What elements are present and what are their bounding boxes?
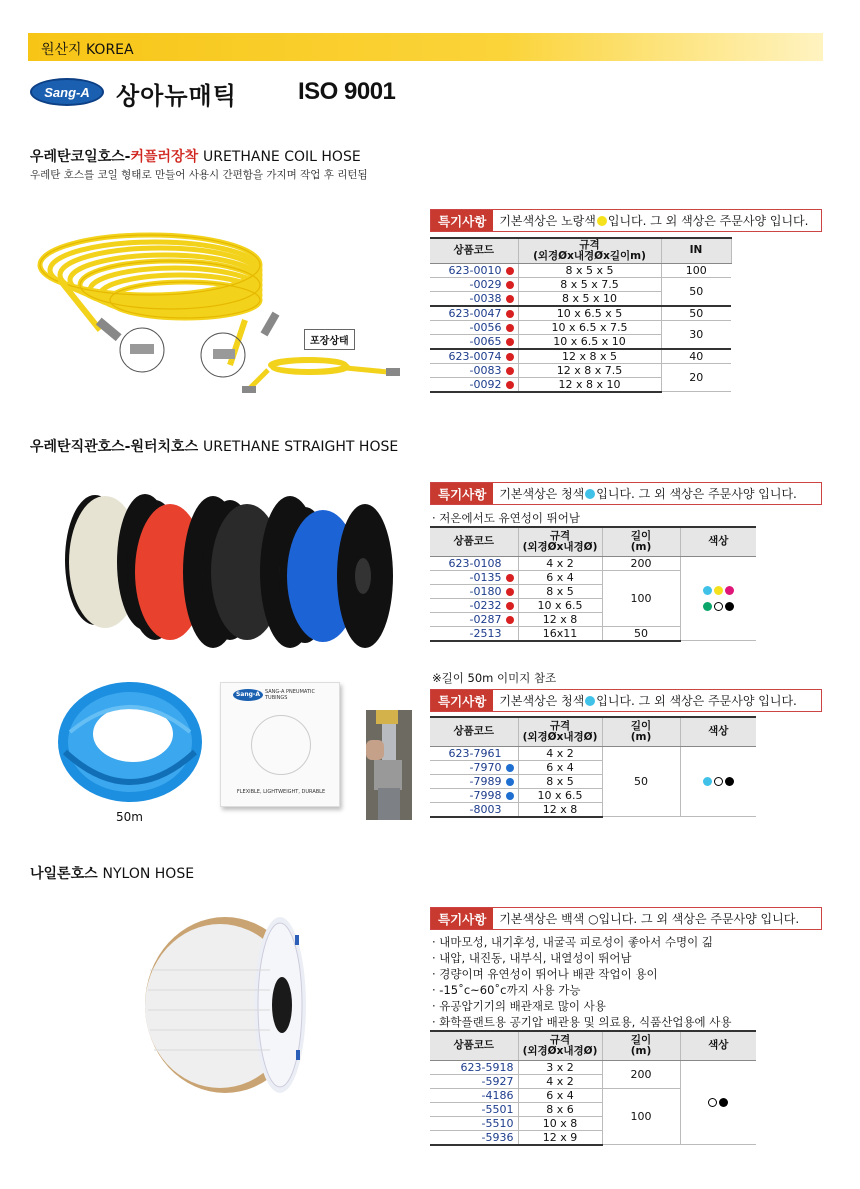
code-text: -0029 xyxy=(469,277,502,291)
code-cell xyxy=(430,556,518,570)
table-row xyxy=(430,277,822,291)
spec-cell: 6 x 4 xyxy=(518,760,602,774)
spec-cell: 6 x 4 xyxy=(518,1088,602,1102)
col-header-spec xyxy=(518,717,602,746)
spec-cell: 12 x 8 xyxy=(518,612,602,626)
white-dot-icon xyxy=(714,777,723,786)
blank-cell xyxy=(731,277,822,306)
col-header-length-2: (m) xyxy=(630,730,652,743)
spec-cell: 6 x 4 xyxy=(518,570,602,584)
in-cell: 30 xyxy=(661,320,731,349)
coil-spec-table xyxy=(430,237,822,393)
code-cell xyxy=(430,584,518,598)
spec-cell: 8 x 5 xyxy=(518,774,602,788)
header-blank xyxy=(731,238,822,263)
special-tag: 특기사항 xyxy=(431,690,493,711)
code-text: -0180 xyxy=(469,584,502,598)
nylon-special-note xyxy=(430,907,822,930)
package-label: 포장상태 xyxy=(304,329,355,350)
red-dot-icon xyxy=(506,267,514,275)
bullet-item: · 화학플랜트용 공기압 배관용 및 의료용, 식품산업용에 사용 xyxy=(432,1015,732,1029)
code-text: 623-7961 xyxy=(448,746,502,760)
table-row xyxy=(430,349,822,364)
nylon-title-en: NYLON HOSE xyxy=(102,866,195,882)
special-text xyxy=(493,690,803,711)
spec-cell: 10 x 6.5 x 7.5 xyxy=(518,320,661,334)
straight-hose-reels-image xyxy=(55,490,395,660)
red-dot-icon xyxy=(506,281,514,289)
spec-cell: 8 x 5 xyxy=(518,584,602,598)
blue-dot-icon xyxy=(506,778,514,786)
cyan-dot-icon xyxy=(585,489,595,499)
straight-special-note xyxy=(430,482,822,505)
code-text: -0083 xyxy=(469,363,502,377)
spec-cell: 12 x 9 xyxy=(518,1130,602,1145)
coil-title-red: 커플러장착 xyxy=(130,149,199,165)
cyan-dot-icon xyxy=(585,696,595,706)
col-header-color: 색상 xyxy=(680,1031,756,1060)
col-header-length-1: 길이 xyxy=(630,719,652,732)
table-row xyxy=(430,363,822,377)
yellow-dot-icon xyxy=(597,216,607,226)
col-header-spec-1: 규격 xyxy=(549,1033,571,1046)
code-cell xyxy=(430,802,518,817)
in-cell: 100 xyxy=(661,263,731,277)
coil-special-note xyxy=(430,209,822,232)
red-dot-icon xyxy=(506,574,514,582)
code-cell xyxy=(430,363,518,377)
roll-spec-table xyxy=(430,716,756,818)
straight-spec-table xyxy=(430,526,756,642)
spec-cell: 12 x 8 x 7.5 xyxy=(518,363,661,377)
code-cell: -5927 xyxy=(430,1074,518,1088)
code-text: -0287 xyxy=(469,612,502,626)
code-cell: -5501 xyxy=(430,1102,518,1116)
code-cell xyxy=(430,349,518,364)
col-header-length-1: 길이 xyxy=(630,529,652,542)
special-text-1: 기본색상은 노랑색 xyxy=(499,214,596,228)
origin-text: 원산지 KOREA xyxy=(41,42,134,58)
straight-title-ko: 우레탄직관호스-원터치호스 xyxy=(30,439,199,455)
length-cell: 50 xyxy=(602,746,680,817)
col-header-length-2: (m) xyxy=(630,1044,652,1057)
code-cell: -5936 xyxy=(430,1130,518,1145)
in-cell: 40 xyxy=(661,349,731,364)
blue-dot-icon xyxy=(506,764,514,772)
code-text: -7970 xyxy=(469,760,502,774)
spec-cell: 10 x 6.5 x 10 xyxy=(518,334,661,349)
red-dot-icon xyxy=(506,295,514,303)
iso-cert: ISO 9001 xyxy=(298,78,396,105)
length-cell: 100 xyxy=(602,1088,680,1145)
straight-title-en: URETHANE STRAIGHT HOSE xyxy=(202,439,399,455)
straight-title xyxy=(30,436,398,456)
code-cell xyxy=(430,263,518,277)
coil-title xyxy=(30,146,361,166)
coil-hose-image xyxy=(30,210,400,410)
in-cell: 20 xyxy=(661,363,731,392)
table-row xyxy=(430,746,756,760)
red-dot-icon xyxy=(506,588,514,596)
col-header-spec-1: 규격 xyxy=(549,719,571,732)
special-text xyxy=(493,483,803,504)
code-cell xyxy=(430,570,518,584)
code-cell xyxy=(430,306,518,321)
code-cell: -4186 xyxy=(430,1088,518,1102)
red-dot-icon xyxy=(506,324,514,332)
blank-cell xyxy=(731,349,822,364)
code-text: -8003 xyxy=(469,802,502,816)
col-header-color: 색상 xyxy=(680,527,756,556)
col-header-spec-1: 규격 xyxy=(579,238,600,251)
table-row xyxy=(430,320,822,334)
length-cell: 200 xyxy=(602,556,680,570)
color-cell xyxy=(680,1060,756,1145)
col-header-length-2: (m) xyxy=(630,540,652,553)
bullet-item: · 유공압기기의 배관재로 많이 사용 xyxy=(432,999,606,1013)
col-header-color: 색상 xyxy=(680,717,756,746)
spec-cell: 10 x 6.5 x 5 xyxy=(518,306,661,321)
blank-cell xyxy=(731,306,822,321)
blank-cell xyxy=(731,320,822,349)
box-logo: Sang-A xyxy=(233,689,263,701)
black-dot-icon xyxy=(725,777,734,786)
roll-note: ※길이 50m 이미지 참조 xyxy=(432,671,557,685)
cyan-dot-icon xyxy=(703,586,712,595)
col-header-spec xyxy=(518,527,602,556)
spec-cell: 3 x 2 xyxy=(518,1060,602,1074)
box-circle xyxy=(251,715,311,775)
logo xyxy=(30,78,104,106)
code-cell xyxy=(430,788,518,802)
red-dot-icon xyxy=(506,367,514,375)
logo-badge: Sang-A xyxy=(30,78,104,106)
nylon-title xyxy=(30,863,194,883)
color-cell xyxy=(680,556,756,641)
code-cell xyxy=(430,277,518,291)
code-text: -7989 xyxy=(469,774,502,788)
code-cell xyxy=(430,774,518,788)
spec-cell: 8 x 5 x 5 xyxy=(518,263,661,277)
spec-cell: 8 x 6 xyxy=(518,1102,602,1116)
spec-cell: 10 x 6.5 xyxy=(518,598,602,612)
bullet-item: · -15˚c~60˚c까지 사용 가능 xyxy=(432,983,581,997)
red-dot-icon xyxy=(506,353,514,361)
code-text: 623-0108 xyxy=(448,556,502,570)
col-header-spec-2: (외경Øx내경Ø) xyxy=(522,540,598,553)
blank-cell xyxy=(731,363,822,392)
blue-dot-icon xyxy=(506,792,514,800)
magenta-dot-icon xyxy=(725,586,734,595)
length-cell: 200 xyxy=(602,1060,680,1088)
col-header-code: 상품코드 xyxy=(430,527,518,556)
table-row xyxy=(430,556,756,570)
code-text: 623-0074 xyxy=(448,349,502,363)
code-text: -0232 xyxy=(469,598,502,612)
code-cell xyxy=(430,760,518,774)
spec-cell: 4 x 2 xyxy=(518,746,602,760)
col-header-code: 상품코드 xyxy=(430,717,518,746)
spec-cell: 4 x 2 xyxy=(518,556,602,570)
nylon-hose-reel-image xyxy=(130,910,310,1095)
nylon-bullets xyxy=(432,934,732,1030)
special-tag: 특기사항 xyxy=(431,908,493,929)
white-dot-icon xyxy=(714,602,723,611)
package-box-image xyxy=(220,682,340,807)
code-cell xyxy=(430,377,518,392)
special-text-2: 입니다. 그 외 색상은 주문사양 입니다. xyxy=(596,487,797,501)
code-text: 623-0047 xyxy=(448,306,502,320)
color-cell xyxy=(680,746,756,817)
code-text: -0056 xyxy=(469,320,502,334)
code-cell: -5510 xyxy=(430,1116,518,1130)
spec-cell: 12 x 8 xyxy=(518,802,602,817)
nylon-title-ko: 나일론호스 xyxy=(30,866,98,882)
spec-cell: 12 x 8 x 10 xyxy=(518,377,661,392)
special-text-1: 기본색상은 청색 xyxy=(499,694,585,708)
origin-bar xyxy=(28,33,823,61)
table-row xyxy=(430,306,822,321)
brand-name: 상아뉴매틱 xyxy=(116,82,237,110)
cyan-dot-icon xyxy=(703,777,712,786)
code-cell xyxy=(430,626,518,641)
spec-cell: 16x11 xyxy=(518,626,602,641)
code-cell: 623-5918 xyxy=(430,1060,518,1074)
nylon-spec-table xyxy=(430,1030,756,1146)
coil-title-ko: 우레탄코일호스- xyxy=(30,149,131,165)
red-dot-icon xyxy=(506,310,514,318)
fitting-photo-image xyxy=(366,710,412,820)
straight-bullet: · 저온에서도 유연성이 뛰어남 xyxy=(432,511,580,525)
coil-title-en: URETHANE COIL HOSE xyxy=(202,149,361,165)
col-header-spec-2: (외경Øx내경Øx길이m) xyxy=(533,249,646,262)
bullet-item: · 경량이며 유연성이 뛰어나 배관 작업이 용이 xyxy=(432,967,658,981)
roll-caption: 50m xyxy=(116,810,143,824)
col-header-length xyxy=(602,1031,680,1060)
col-header-length xyxy=(602,527,680,556)
special-tag: 특기사항 xyxy=(431,483,493,504)
red-dot-icon xyxy=(506,338,514,346)
col-header-code: 상품코드 xyxy=(430,238,518,263)
red-dot-icon xyxy=(506,616,514,624)
yellow-dot-icon xyxy=(714,586,723,595)
code-text: -0038 xyxy=(469,291,502,305)
special-text xyxy=(493,210,814,231)
coil-description: 우레탄 호스를 코일 형태로 만들어 사용시 간편함을 가지며 작업 후 리턴됨 xyxy=(30,169,368,181)
code-cell xyxy=(430,320,518,334)
white-dot-icon xyxy=(708,1098,717,1107)
blue-hose-roll-image xyxy=(55,672,205,807)
black-dot-icon xyxy=(725,602,734,611)
special-tag: 특기사항 xyxy=(431,210,493,231)
code-text: -0135 xyxy=(469,570,502,584)
code-cell xyxy=(430,291,518,306)
green-dot-icon xyxy=(703,602,712,611)
spec-cell: 4 x 2 xyxy=(518,1074,602,1088)
spec-cell: 10 x 6.5 xyxy=(518,788,602,802)
code-cell xyxy=(430,598,518,612)
red-dot-icon xyxy=(506,381,514,389)
code-text: -7998 xyxy=(469,788,502,802)
col-header-spec xyxy=(518,1031,602,1060)
in-cell: 50 xyxy=(661,277,731,306)
spec-cell: 12 x 8 x 5 xyxy=(518,349,661,364)
code-cell xyxy=(430,746,518,760)
col-header-code: 상품코드 xyxy=(430,1031,518,1060)
code-cell xyxy=(430,334,518,349)
black-dot-icon xyxy=(719,1098,728,1107)
length-cell: 50 xyxy=(602,626,680,641)
col-header-spec xyxy=(518,238,661,263)
special-text-2: 입니다. 그 외 색상은 주문사양 입니다. xyxy=(596,694,797,708)
spec-cell: 8 x 5 x 10 xyxy=(518,291,661,306)
code-text: -0092 xyxy=(469,377,502,391)
code-text: 623-0010 xyxy=(448,263,502,277)
box-footer: FLEXIBLE, LIGHTWEIGHT, DURABLE xyxy=(236,789,326,795)
code-cell xyxy=(430,612,518,626)
table-row xyxy=(430,1060,756,1074)
col-header-spec-1: 규격 xyxy=(549,529,571,542)
table-row xyxy=(430,263,822,277)
special-text: 기본색상은 백색 ○입니다. 그 외 색상은 주문사양 입니다. xyxy=(499,912,800,926)
col-header-spec-2: (외경Øx내경Ø) xyxy=(522,1044,598,1057)
bullet-item: · 내압, 내진동, 내부식, 내열성이 뛰어남 xyxy=(432,951,632,965)
col-header-in: IN xyxy=(661,238,731,263)
special-text-1: 기본색상은 청색 xyxy=(499,487,585,501)
red-dot-icon xyxy=(506,602,514,610)
spec-cell: 8 x 5 x 7.5 xyxy=(518,277,661,291)
bullet-item: · 내마모성, 내기후성, 내굴곡 피로성이 좋아서 수명이 긺 xyxy=(432,935,713,949)
code-text: -2513 xyxy=(469,626,502,640)
box-title: SANG-A PNEUMATIC TUBINGS xyxy=(265,689,315,701)
code-text: -0065 xyxy=(469,334,502,348)
col-header-length xyxy=(602,717,680,746)
col-header-spec-2: (외경Øx내경Ø) xyxy=(522,730,598,743)
blank-cell xyxy=(731,263,822,277)
roll-special-note xyxy=(430,689,822,712)
length-cell: 100 xyxy=(602,570,680,626)
special-text-2: 입니다. 그 외 색상은 주문사양 입니다. xyxy=(607,214,809,228)
col-header-length-1: 길이 xyxy=(630,1033,652,1046)
in-cell: 50 xyxy=(661,306,731,321)
spec-cell: 10 x 8 xyxy=(518,1116,602,1130)
